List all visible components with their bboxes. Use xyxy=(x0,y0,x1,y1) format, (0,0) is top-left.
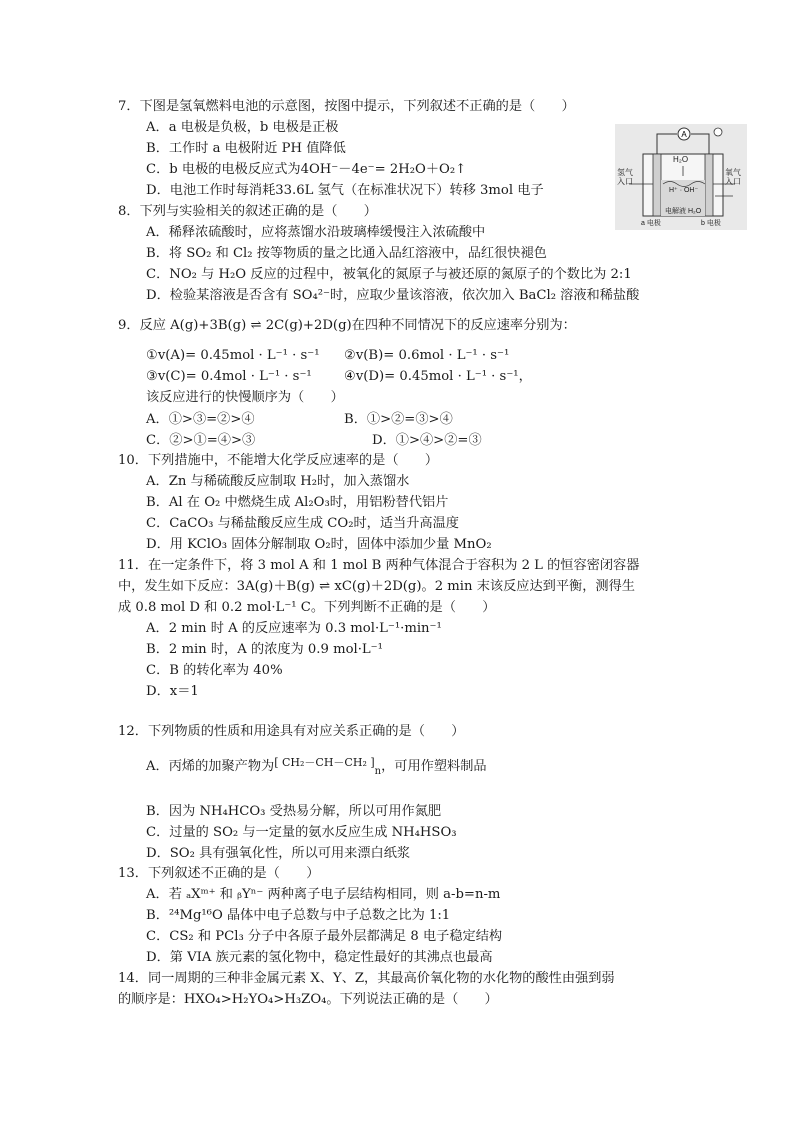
q8-option-c: C．NO₂ 与 H₂O 反应的过程中，被氧化的氮原子与被还原的氮原子的个数比为 2:1 xyxy=(146,267,632,282)
oxygen-inlet-label: 氧气 入口 xyxy=(725,168,741,186)
q13-stem: 13．下列叙述不正确的是（ ） xyxy=(118,866,320,881)
q9-rate-1: ①v(A)= 0.45mol · L⁻¹ · s⁻¹ xyxy=(146,348,320,363)
q12-option-c: C．过量的 SO₂ 与一定量的氨水反应生成 NH₄HSO₃ xyxy=(146,825,457,840)
electrode-a xyxy=(653,154,661,216)
bulb-icon xyxy=(714,128,722,136)
q11-option-d: D．x＝1 xyxy=(146,684,199,699)
q12-option-d: D．SO₂ 具有强氧化性，所以可用来漂白纸浆 xyxy=(146,846,411,861)
q10-option-a: A．Zn 与稀硫酸反应制取 H₂时，加入蒸馏水 xyxy=(146,474,410,489)
q10-option-d: D．用 KClO₃ 固体分解制取 O₂时，固体中添加少量 MnO₂ xyxy=(146,537,492,552)
q10-option-c: C．CaCO₃ 与稀盐酸反应生成 CO₂时，适当升高温度 xyxy=(146,516,459,531)
electrode-b xyxy=(705,154,713,216)
q13-option-d: D．第 VIA 族元素的氢化物中，稳定性最好的其沸点也最高 xyxy=(146,950,493,965)
q12-stem: 12．下列物质的性质和用途具有对应关系正确的是（ ） xyxy=(118,724,465,739)
electrode-a-label: a 电极 xyxy=(641,220,661,227)
q9-option-c: C．②>①=④>③ xyxy=(146,433,256,448)
ammeter-label: A xyxy=(681,130,687,139)
q13-option-c: C．CS₂ 和 PCl₃ 分子中各原子最外层都满足 8 电子稳定结构 xyxy=(146,929,503,944)
fuel-cell-diagram xyxy=(615,124,747,230)
q12-a-subscript-n: n xyxy=(374,766,382,777)
ions-label: H⁺ · OH⁻ xyxy=(669,187,699,194)
q10-option-b: B．Al 在 O₂ 中燃烧生成 Al₂O₃时，用铝粉替代铝片 xyxy=(146,495,449,510)
q10-stem: 10．下列措施中，不能增大化学反应速率的是（ ） xyxy=(118,453,439,468)
q9-rate-4: ④v(D)= 0.45mol · L⁻¹ · s⁻¹， xyxy=(344,369,532,384)
q7-option-d: D．电池工作时每消耗33.6L 氢气（在标准状况下）转移 3mol 电子 xyxy=(146,183,544,198)
q9-stem: 9．反应 A(g)+3B(g) ⇌ 2C(g)+2D(g)在四种不同情况下的反应速率分别为： xyxy=(118,318,576,333)
q12-option-a xyxy=(146,757,487,777)
q11-line-2: 中，发生如下反应：3A(g)＋B(g) ⇌ xC(g)＋2D(g)。2 min 末该反应达到平衡，测得生 xyxy=(118,579,635,594)
q9-option-d: D．①>④>②=③ xyxy=(372,433,482,448)
q7-stem: 7．下图是氢氧燃料电池的示意图，按图中提示，下列叙述不正确的是（ ） xyxy=(118,99,575,114)
q8-option-d: D．检验某溶液是否含有 SO₄²⁻时，应取少量该溶液，依次加入 BaCl₂ 溶液和稀盐酸 xyxy=(146,288,640,303)
electrolyte-label: 电解液 H₂O xyxy=(665,208,702,215)
water-label: H₂O xyxy=(673,155,689,164)
q14-line-2: 的顺序是：HXO₄>H₂YO₄>H₃ZO₄。下列说法正确的是（ ） xyxy=(118,992,498,1007)
q13-option-a: A．若 ₐXᵐ⁺ 和 ᵦYⁿ⁻ 两种离子电子层结构相同，则 a-b=n-m xyxy=(146,887,501,902)
electrode-b-label: b 电极 xyxy=(701,220,721,227)
q11-line-3: 成 0.8 mol D 和 0.2 mol·L⁻¹ C。下列判断不正确的是（ ） xyxy=(118,600,496,615)
q12-a-polymer-formula: [ CH₂－CH－CH₂ ] xyxy=(274,756,375,769)
q13-option-b: B．²⁴Mg¹⁶O 晶体中电子总数与中子总数之比为 1:1 xyxy=(146,908,451,923)
q14-line-1: 14．同一周期的三种非金属元素 X、Y、Z，其最高价氧化物的水化物的酸性由强到弱 xyxy=(118,971,615,986)
q12-option-b: B．因为 NH₄HCO₃ 受热易分解，所以可用作氮肥 xyxy=(146,804,442,819)
q7-option-c: C．b 电极的电极反应式为4OH⁻－4e⁻= 2H₂O＋O₂↑ xyxy=(146,162,467,177)
q9-option-a: A．①>③=②>④ xyxy=(146,412,255,427)
q9-option-b: B．①>②=③>④ xyxy=(344,412,453,427)
q7-option-b: B．工作时 a 电极附近 PH 值降低 xyxy=(146,141,346,156)
q12-a-prefix: A．丙烯的加聚产物为 xyxy=(146,759,275,774)
q7-option-a: A．a 电极是负极，b 电极是正极 xyxy=(146,120,339,135)
q9-rate-3: ③v(C)= 0.4mol · L⁻¹ · s⁻¹ xyxy=(146,369,312,384)
q11-line-1: 11．在一定条件下，将 3 mol A 和 1 mol B 两种气体混合于容积为 2 L 的恒容密闭容器 xyxy=(118,558,640,573)
q8-option-b: B．将 SO₂ 和 Cl₂ 按等物质的量之比通入品红溶液中，品红很快褪色 xyxy=(146,246,547,261)
q9-rate-2: ②v(B)= 0.6mol · L⁻¹ · s⁻¹ xyxy=(344,348,510,363)
q11-option-c: C．B 的转化率为 40% xyxy=(146,663,283,678)
q8-stem: 8．下列与实验相关的叙述正确的是（ ） xyxy=(118,204,377,219)
q11-option-b: B．2 min 时，A 的浓度为 0.9 mol·L⁻¹ xyxy=(146,642,383,657)
q8-option-a: A．稀释浓硫酸时，应将蒸馏水沿玻璃棒缓慢注入浓硫酸中 xyxy=(146,225,486,240)
q11-option-a: A．2 min 时 A 的反应速率为 0.3 mol·L⁻¹·min⁻¹ xyxy=(146,621,442,636)
q9-ask: 该反应进行的快慢顺序为（ ） xyxy=(146,390,344,405)
q12-a-suffix: ，可用作塑料制品 xyxy=(381,759,487,774)
hydrogen-inlet-label: 氢气 入口 xyxy=(617,168,633,186)
